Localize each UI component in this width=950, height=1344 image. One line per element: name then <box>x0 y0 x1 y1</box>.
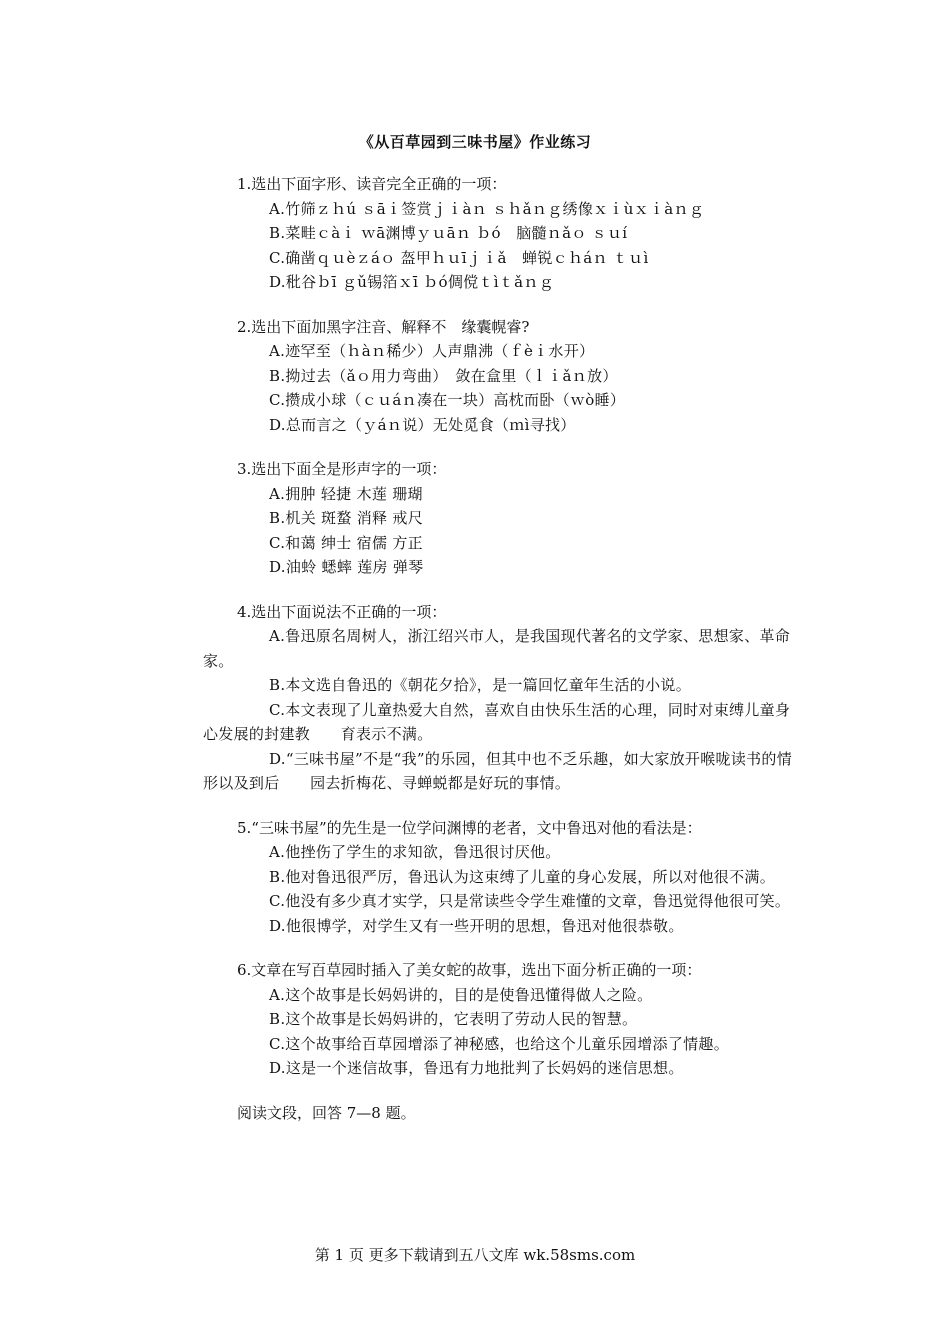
option-c: C.确凿ｑｕèｚáｏ 盔甲ｈｕīｊｉǎ 蝉锐ｃｈáｎ ｔｕì <box>269 248 649 267</box>
document-title: 《从百草园到三味书屋》作业练习 <box>358 133 592 151</box>
page-footer: 第 1 页 更多下载请到五八文库 wk.58sms.com <box>314 1246 636 1264</box>
option-d: D.秕谷ｂī ｇǔ锡箔ｘī ｂó倜傥ｔìｔǎｎｇ <box>269 273 555 291</box>
option-a: A.鲁迅原名周树人，浙江绍兴市人，是我国现代著名的文学家、思想家、革命家。 <box>203 627 791 670</box>
option-b: B.机关 斑蝥 消释 戒尺 <box>269 509 423 527</box>
option-c: C.这个故事给百草园增添了神秘感，也给这个儿童乐园增添了情趣。 <box>269 1034 730 1053</box>
option-c: C.本文表现了儿童热爱大自然，喜欢自由快乐生活的心理，同时对束缚儿童身心发展的封建教 育表示不满。 <box>203 700 791 743</box>
option-d: D.总而言之（ｙáｎ说）无处觅食（ｍì寻找） <box>269 415 576 434</box>
option-a: A.这个故事是长妈妈讲的，目的是使鲁迅懂得做人之险。 <box>269 985 653 1004</box>
option-b: B.本文选自鲁迅的《朝花夕拾》，是一篇回忆童年生活的小说。 <box>269 676 691 694</box>
option-d: D.他很博学，对学生又有一些开明的思想，鲁迅对他很恭敬。 <box>269 916 684 935</box>
option-d: D.油蛉 蟋蟀 莲房 弹琴 <box>269 558 424 576</box>
option-a: A.他挫伤了学生的求知欲，鲁迅很讨厌他。 <box>269 843 561 861</box>
question-stem: 4.选出下面说法不正确的一项： <box>237 602 447 621</box>
option-a: A.竹筛ｚｈú ｓāｉ签赏ｊｉàｎ ｓｈǎｎｇ绣像ｘｉùｘｉàｎｇ <box>269 199 705 218</box>
question-1 <box>203 172 803 295</box>
option-d: D.这是一个迷信故事，鲁迅有力地批判了长妈妈的迷信思想。 <box>269 1059 684 1077</box>
question-5 <box>203 816 803 939</box>
question-4 <box>203 600 803 796</box>
option-a: A.拥肿 轻捷 木莲 珊瑚 <box>269 484 423 503</box>
reading-prompt: 阅读文段，回答 7—8 题。 <box>237 1103 416 1122</box>
option-a: A.迹罕至（ｈàｎ稀少）人声鼎沸（ｆèｉ水开） <box>269 342 595 360</box>
question-3 <box>203 457 803 580</box>
question-stem: 3.选出下面全是形声字的一项： <box>237 460 447 478</box>
questions-list <box>203 172 803 1125</box>
question-stem: 1.选出下面字形、读音完全正确的一项： <box>237 175 507 193</box>
question-stem: 5.“三味书屋”的先生是一位学问渊博的老者，文中鲁迅对他的看法是： <box>237 818 702 837</box>
option-b: B.这个故事是长妈妈讲的，它表明了劳动人民的智慧。 <box>269 1010 638 1028</box>
option-c: C.攒成小球（ｃｕáｎ凑在一块）高枕而卧（ｗò睡） <box>269 391 626 409</box>
option-d: D.“三味书屋”不是“我”的乐园，但其中也不乏乐趣，如大家放开喉咙读书的情形以及到后 园去折梅花、寻蝉蜕都是好玩的事情。 <box>203 749 793 792</box>
option-b: B.拗过去（ǎｏ用力弯曲） 敛在盒里（ｌｉǎｎ放） <box>269 366 618 385</box>
question-stem: 6.文章在写百草园时插入了美女蛇的故事，选出下面分析正确的一项： <box>237 961 702 979</box>
question-2 <box>203 315 803 438</box>
question-6 <box>203 958 803 1081</box>
option-b: B.他对鲁迅很严厉，鲁迅认为这束缚了儿童的身心发展，所以对他很不满。 <box>269 867 775 886</box>
option-b: B.菜畦ｃàｉ ｗā渊博ｙｕāｎ ｂó 脑髓ｎǎｏ ｓｕí <box>269 224 628 242</box>
question-stem: 2.选出下面加黑字注音、解释不 缘囊幌睿? <box>237 317 530 336</box>
option-c: C.他没有多少真才实学，只是常读些令学生难懂的文章，鲁迅觉得他很可笑。 <box>269 892 791 910</box>
option-c: C.和蔼 绅士 宿儒 方正 <box>269 533 423 552</box>
